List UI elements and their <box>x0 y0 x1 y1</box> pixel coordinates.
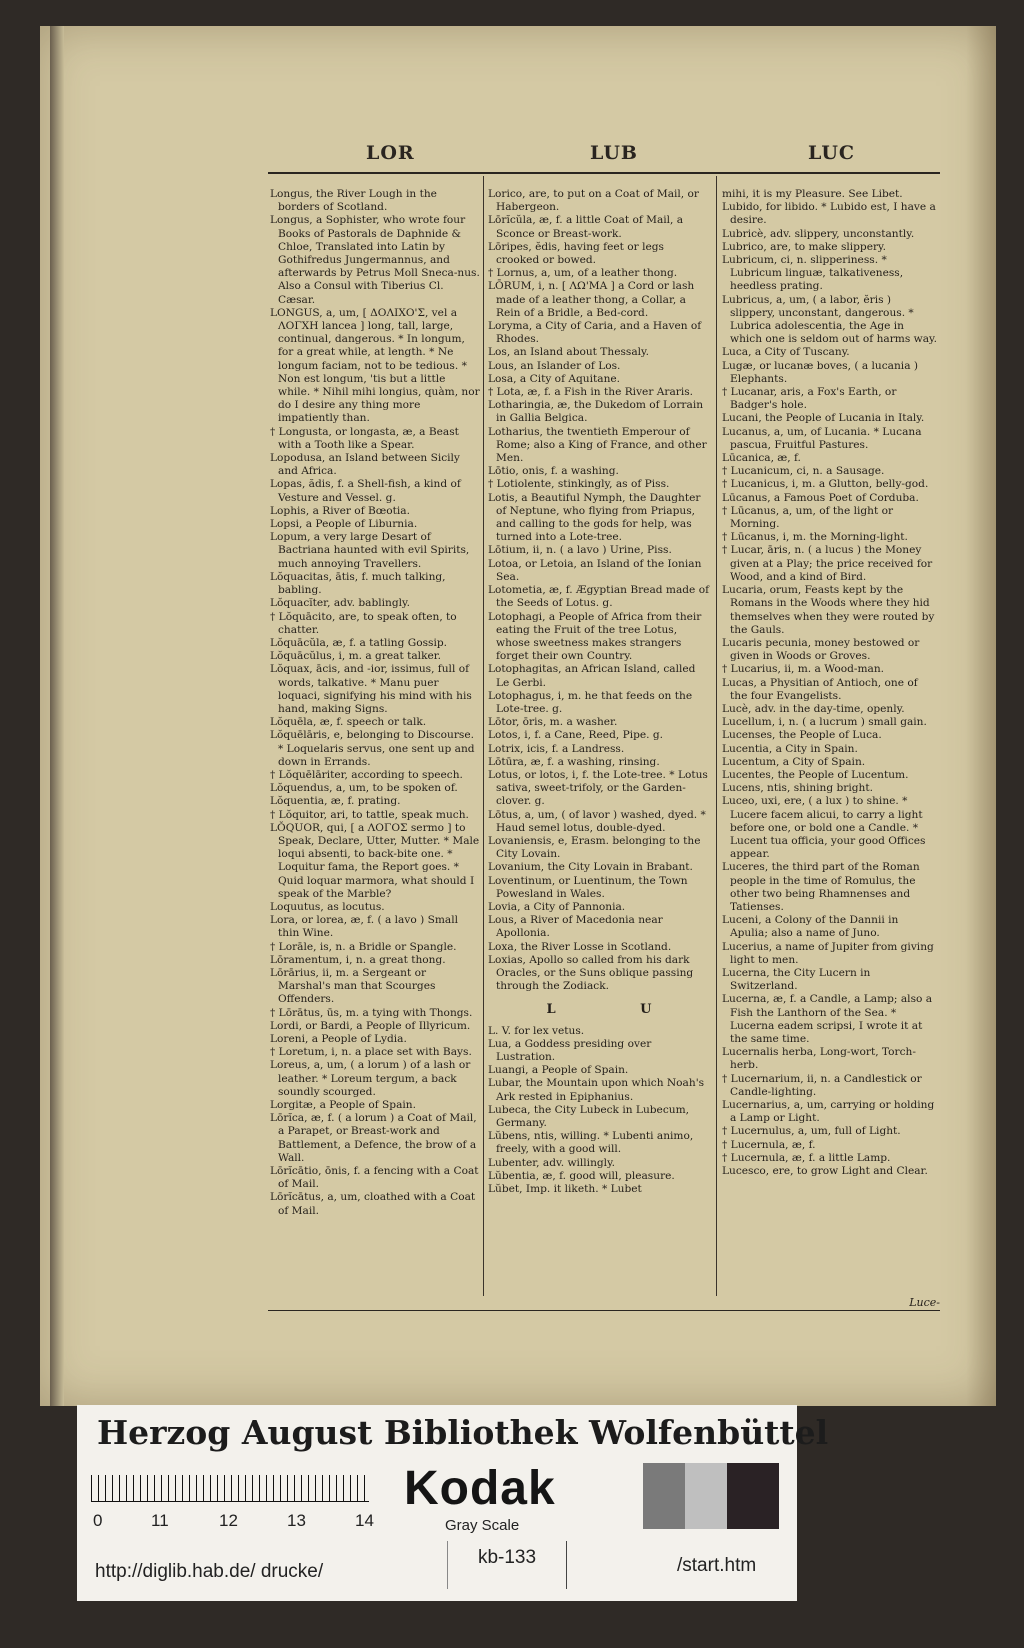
dictionary-entry: Lotos, i, f. a Cane, Reed, Pipe. g. <box>488 729 664 742</box>
library-color-card <box>77 1405 829 1601</box>
dictionary-entry: † Lorāle, is, n. a Bridle or Spangle. <box>270 940 457 953</box>
dictionary-entry: Lovaniensis, e, Erasm. belonging to the City Lovain. <box>488 834 701 861</box>
footer-rule <box>268 1310 940 1311</box>
dictionary-entry: Lotometia, æ, f. Ægyptian Bread made of the Seeds of Lotus. g. <box>488 584 709 610</box>
dictionary-entry: Lotharingia, æ, the Dukedom of Lorrain in Gallia Belgica. <box>488 399 704 425</box>
dictionary-entry: Lōtus, a, um, ( of lavor ) washed, dyed. * Haud semel lotus, double-dyed. <box>488 808 706 834</box>
dictionary-entry: † Lucernulus, a, um, full of Light. <box>722 1125 901 1138</box>
column-2 <box>488 188 710 1298</box>
dictionary-entry: Lōrĭcŭla, æ, f. a little Coat of Mail, a Sconce or Breast-work. <box>488 214 684 240</box>
header-luc: LUC <box>808 142 856 164</box>
dictionary-entry: mihi, it is my Pleasure. See Libet. <box>722 188 903 200</box>
section-heading: L U <box>546 1002 692 1018</box>
page-edge-shadow <box>966 26 996 1406</box>
dictionary-entry: LŎQUOR, qui, [ a ΛΟΓΟΣ sermo ] to Speak, Declare, Utter, Mutter. * Male loqui absenti, to back-bite one. * Loquitur fama, the Report goes. * Quid loquar marmora, what should I speak of the Marble? <box>270 821 480 900</box>
dictionary-entry: L. V. for lex vetus. <box>488 1024 585 1037</box>
dictionary-entry: Lŏquācŭla, æ, f. a tatling Gossip. <box>270 636 448 649</box>
gray-patch-light <box>685 1463 727 1529</box>
dictionary-entry: Lōtium, ii, n. ( a lavo ) Urine, Piss. <box>488 544 672 557</box>
dictionary-entry: Lubar, the Mountain upon which Noah's Ark rested in Epiphanius. <box>488 1077 705 1103</box>
dictionary-entry: Lorico, are, to put on a Coat of Mail, or Habergeon. <box>488 188 699 214</box>
dictionary-entry: † Lōrātus, ūs, m. a tying with Thongs. <box>270 1006 473 1019</box>
dictionary-entry: Lōrĭcātus, a, um, cloathed with a Coat of Mail. <box>270 1191 476 1217</box>
dictionary-entry: † Lucar, āris, n. ( a lucus ) the Money given at a Play; the price received for Wood, and a kind of Bird. <box>722 544 933 583</box>
dictionary-entry: † Lucernula, æ, f. <box>722 1138 816 1151</box>
url-left: http://diglib.hab.de/ drucke/ <box>95 1561 324 1582</box>
dictionary-entry: Loxias, Apollo so called from his dark Oracles, or the Suns oblique passing through the Zodiack. <box>488 953 694 993</box>
dictionary-entry: Lucaria, orum, Feasts kept by the Romans in the Woods where they hid themselves when they were routed by the Gauls. <box>722 584 935 636</box>
dictionary-entry: Lōtor, ōris, m. a washer. <box>488 716 618 729</box>
dictionary-entry: Lous, an Islander of Los. <box>488 359 621 372</box>
dictionary-entry: Loreni, a People of Lydia. <box>270 1033 407 1045</box>
dictionary-entry: Longus, a Sophister, who wrote four Books of Pastorals de Daphnide & Chloe, Translated into Latin by Gothifredus Jungermannus, and afterwards by Petrus Moll Sneca-nus. Also a Consul with Tiberius Cl. Cæsar. <box>270 214 480 306</box>
dictionary-entry: † Lucanar, aris, a Fox's Earth, or Badger's hole. <box>722 386 897 412</box>
catchword: Luce- <box>909 1296 940 1309</box>
scale-number: 11 <box>151 1511 169 1530</box>
dictionary-entry: † Lucanicus, i, m. a Glutton, belly-god. <box>722 478 929 491</box>
dictionary-entry: Lotharius, the twentieth Emperour of Rome; also a King of France, and other Men. <box>488 425 707 465</box>
dictionary-entry: † Lucanicum, ci, n. a Sausage. <box>722 465 885 478</box>
column-divider-1 <box>483 176 484 1296</box>
dictionary-entry: Lucesco, ere, to grow Light and Clear. <box>722 1165 928 1178</box>
dictionary-entry: Lubrico, are, to make slippery. <box>722 240 886 253</box>
dictionary-entry: Lordi, or Bardi, a People of Illyricum. <box>270 1019 471 1032</box>
kodak-logo: Kodak <box>404 1462 556 1515</box>
dictionary-entry: Lōrĭca, æ, f. ( a lorum ) a Coat of Mail, a Parapet, or Breast-work and Battlement, a Defence, the brow of a Wall. <box>270 1112 477 1164</box>
gray-patch-mid <box>643 1463 685 1529</box>
dictionary-entry: Lubricum, ci, n. slipperiness. * Lubricum linguæ, talkativeness, heedless prating. <box>722 254 904 293</box>
dictionary-entry: † Lŏquēlāriter, according to speech. <box>270 768 463 781</box>
card-code: kb-133 <box>447 1541 567 1589</box>
dictionary-entry: Lŏquācŭlus, i, m. a great talker. <box>270 650 442 663</box>
scale-number: 12 <box>219 1511 238 1530</box>
dictionary-entry: Lopodusa, an Island between Sicily and Africa. <box>270 452 460 478</box>
dictionary-entry: Lucerna, the City Lucern in Switzerland. <box>722 966 871 993</box>
dictionary-entry: Lubricè, adv. slippery, unconstantly. <box>722 227 915 240</box>
dictionary-entry: Losa, a City of Aquitane. <box>488 372 621 385</box>
dictionary-entry: Loventinum, or Luentinum, the Town Powesland in Wales. <box>488 874 688 900</box>
dictionary-entry: Longus, the River Lough in the borders of Scotland. <box>270 188 437 214</box>
dictionary-entry: Luca, a City of Tuscany. <box>722 346 850 359</box>
dictionary-entry: Lotus, or lotos, i, f. the Lote-tree. * Lotus sativa, sweet-trifoly, or the Garden-clover. g. <box>488 768 708 808</box>
dictionary-entry: Lucernarius, a, um, carrying or holding a Lamp or Light. <box>722 1099 935 1125</box>
dictionary-entry: Lubeca, the City Lubeck in Lubecum, Germany. <box>488 1103 689 1130</box>
dictionary-entry: † Lucarius, ii, m. a Wood-man. <box>722 663 885 676</box>
header-lub: LUB <box>590 142 638 164</box>
dictionary-entry: Lucani, the People of Lucania in Italy. <box>722 412 925 425</box>
dictionary-entry: † Lūcanus, i, m. the Morning-light. <box>722 531 908 544</box>
dictionary-entry: Lucentes, the People of Lucentum. <box>722 768 909 781</box>
dictionary-entry: Lucaris pecunia, money bestowed or given in Woods or Groves. <box>722 636 920 663</box>
dictionary-entry: † Lucernarium, ii, n. a Candlestick or Candle-lighting. <box>722 1072 922 1098</box>
dictionary-entry: Lugæ, or lucanæ boves, ( a lucania ) Elephants. <box>722 359 919 385</box>
dictionary-entry: Lua, a Goddess presiding over Lustration. <box>488 1037 652 1063</box>
dictionary-entry: Lucè, adv. in the day-time, openly. <box>722 702 905 715</box>
gray-scale-label: Gray Scale <box>445 1517 520 1534</box>
dictionary-entry: Lŏquentia, æ, f. prating. <box>270 795 401 808</box>
dictionary-entry: Lotophagi, a People of Africa from their eating the Fruit of the tree Lotus, whose sweetness makes strangers forget their own Country. <box>488 610 702 663</box>
dictionary-entry: Lŏquēlāris, e, belonging to Discourse. * Loquelaris servus, one sent up and down in Errands. <box>270 729 475 768</box>
dictionary-entry: Loreus, a, um, ( a lorum ) of a lash or leather. * Loreum tergum, a back soundly scourged. <box>270 1059 471 1098</box>
dictionary-entry: † Longusta, or longasta, æ, a Beast with a Tooth like a Spear. <box>270 425 459 451</box>
dictionary-entry: Lucenses, the People of Luca. <box>722 729 882 742</box>
dictionary-entry: Lŭbens, ntis, willing. * Lubenti animo, freely, with a good will. <box>488 1130 694 1156</box>
dictionary-entry: † Loretum, i, n. a place set with Bays. <box>270 1046 472 1059</box>
dictionary-entry: Lŏquendus, a, um, to be spoken of. <box>270 782 458 795</box>
dictionary-entry: Lubenter, adv. willingly. <box>488 1156 616 1169</box>
scale-number: 13 <box>287 1511 306 1530</box>
dictionary-entry: Lucentum, a City of Spain. <box>722 755 866 768</box>
running-headers <box>268 142 940 182</box>
dictionary-entry: Loquutus, as locutus. <box>270 900 385 913</box>
dictionary-entry: † Lūcanus, a, um, of the light or Morning. <box>722 504 894 531</box>
dictionary-entry: Lora, or lorea, æ, f. ( a lavo ) Small thin Wine. <box>270 914 458 940</box>
header-lor: LOR <box>366 142 415 164</box>
dictionary-entry: † Lotiolente, stinkingly, as of Piss. <box>488 478 670 491</box>
scale-ruler <box>91 1475 369 1502</box>
dictionary-entry: Luceo, uxi, ere, ( a lux ) to shine. * Lucere facem alicui, to carry a light before one, or bold one a Candle. * Lucent tua officia, your good Offices appear. <box>722 795 926 861</box>
dictionary-entry: Lorgitæ, a People of Spain. <box>270 1099 416 1112</box>
dictionary-entry: Lotoa, or Letoia, an Island of the Ionian Sea. <box>488 557 702 583</box>
dictionary-entry: Lovia, a City of Pannonia. <box>488 900 626 913</box>
dictionary-entry: † Lŏquācito, are, to speak often, to chatter. <box>270 610 457 636</box>
dictionary-entry: Lovanium, the City Lovain in Brabant. <box>488 861 693 874</box>
dictionary-entry: Lucerna, æ, f. a Candle, a Lamp; also a Fish the Lanthorn of the Sea. * Lucerna eadem scripsi, I wrote it at the same time. <box>722 993 933 1045</box>
dictionary-entry: Lōrĭcātio, ōnis, f. a fencing with a Coat of Mail. <box>270 1165 479 1191</box>
url-right: /start.htm <box>677 1555 757 1576</box>
dictionary-entry: † Lota, æ, f. a Fish in the River Araris. <box>488 386 694 399</box>
dictionary-entry: Lŏquacĭter, adv. bablingly. <box>270 597 410 610</box>
dictionary-entry: Lucernalis herba, Long-wort, Torch-herb. <box>722 1046 916 1072</box>
dictionary-entry: Lucanus, a, um, of Lucania. * Lucana pascua, Fruitful Pastures. <box>722 425 922 451</box>
dictionary-entry: Lōrārius, ii, m. a Sergeant or Marshal's man that Scourges Offenders. <box>270 966 436 1006</box>
dictionary-entry: † Lucernula, æ, f. a little Lamp. <box>722 1151 891 1164</box>
dictionary-entry: Lophis, a River of Bœotia. <box>270 504 410 517</box>
dictionary-entry: Lucens, ntis, shining bright. <box>722 782 873 795</box>
dictionary-entry: Lotrix, icis, f. a Landress. <box>488 742 625 755</box>
dictionary-entry: Lōramentum, i, n. a great thong. <box>270 953 446 966</box>
dictionary-entry: Lotophagus, i, m. he that feeds on the Lote-tree. g. <box>488 689 693 715</box>
gray-patch-dark <box>727 1463 779 1529</box>
dictionary-text-block <box>268 142 940 1332</box>
scale-number: 0 <box>93 1511 103 1530</box>
dictionary-entry: Lŏquacitas, ātis, f. much talking, babling. <box>270 570 446 597</box>
dictionary-entry: Loxa, the River Losse in Scotland. <box>488 940 672 953</box>
dictionary-entry: Lucas, a Physitian of Antioch, one of the four Evangelists. <box>722 676 918 702</box>
dictionary-entry: Lōtūra, æ, f. a washing, rinsing. <box>488 755 660 768</box>
page-gutter <box>50 26 64 1406</box>
dictionary-entry: Lucellum, i, n. ( a lucrum ) small gain. <box>722 716 927 729</box>
dictionary-entry: † Lŏquitor, ari, to tattle, speak much. <box>270 808 469 821</box>
scale-number: 14 <box>355 1511 374 1530</box>
dictionary-entry: Lŭbet, Imp. it liketh. * Lubet <box>488 1183 642 1196</box>
dictionary-entry: Lŭbentia, æ, f. good will, pleasure. <box>488 1169 675 1182</box>
dictionary-entry: Lotophagitas, an African Island, called Le Gerbi. <box>488 663 696 689</box>
dictionary-entry: Lubido, for libido. * Lubido est, I have a desire. <box>722 201 936 227</box>
dictionary-entry: Luceres, the third part of the Roman people in the time of Romulus, the other two being Rhamnenses and Tatienses. <box>722 861 920 913</box>
dictionary-entry: Lous, a River of Macedonia near Apollonia. <box>488 914 663 940</box>
dictionary-entry: Lucentia, a City in Spain. <box>722 742 858 755</box>
dictionary-entry: LŌRUM, i, n. [ ΛΩ'ΜΑ ] a Cord or lash made of a leather thong, a Collar, a Rein of a Bridle, a Bed-cord. <box>488 280 695 319</box>
column-3 <box>722 188 938 1298</box>
dictionary-entry: Lūcanus, a Famous Poet of Corduba. <box>722 491 919 504</box>
dictionary-entry: LONGUS, a, um, [ ΔΟΛΙΧΟ'Σ, vel a ΛΟΓΧΗ lancea ] long, tall, large, continual, dangerous. * In longum, for a great while, at length. * Ne longum faciam, not to be tedious. * Non est longum, 'tis but a little while. * Nihil mihi longius, quàm, nor do I desire any thing more impatiently than. <box>270 306 480 425</box>
dictionary-entry: Lucerius, a name of Jupiter from giving light to men. <box>722 940 934 966</box>
dictionary-entry: Los, an Island about Thessaly. <box>488 346 649 359</box>
dictionary-entry: Loryma, a City of Caria, and a Haven of Rhodes. <box>488 320 702 346</box>
column-1 <box>270 188 480 1298</box>
dictionary-entry: Lopsi, a People of Liburnia. <box>270 518 418 531</box>
scale-numbers <box>91 1511 381 1531</box>
library-title: Herzog August Bibliothek Wolfenbüttel <box>97 1413 829 1452</box>
dictionary-entry: † Lornus, a, um, of a leather thong. <box>488 267 678 280</box>
book-page <box>40 26 996 1406</box>
column-divider-2 <box>716 176 717 1296</box>
dictionary-entry: Lūcanica, æ, f. <box>722 452 801 465</box>
dictionary-entry: Luangi, a People of Spain. <box>488 1064 629 1077</box>
dictionary-entry: Lōripes, ĕdis, having feet or legs crooked or bowed. <box>488 240 664 267</box>
dictionary-entry: Lŏquēla, æ, f. speech or talk. <box>270 716 427 729</box>
dictionary-entry: Lŏquax, ācis, and -ior, issimus, full of words, talkative. * Manu puer loquaci, signifying his mind with his hand, making Signs. <box>270 663 472 715</box>
dictionary-entry: Lōtio, onis, f. a washing. <box>488 465 619 478</box>
dictionary-entry: Lopum, a very large Desart of Bactriana haunted with evil Spirits, much annoying Travellers. <box>270 531 470 570</box>
dictionary-entry: Lopas, ădis, f. a Shell-fish, a kind of Vesture and Vessel. g. <box>270 478 461 504</box>
dictionary-entry: Lotis, a Beautiful Nymph, the Daughter of Neptune, who flying from Priapus, and calling to the gods for help, was turned into a Lote-tree. <box>488 491 701 544</box>
dictionary-entry: Luceni, a Colony of the Dannii in Apulia; also a name of Juno. <box>722 914 899 940</box>
header-rule <box>268 172 940 174</box>
dictionary-entry: Lubricus, a, um, ( a labor, ĕris ) slippery, unconstant, dangerous. * Lubrica adolescentia, the Age in which one is seldom out of harms way. <box>722 293 937 346</box>
